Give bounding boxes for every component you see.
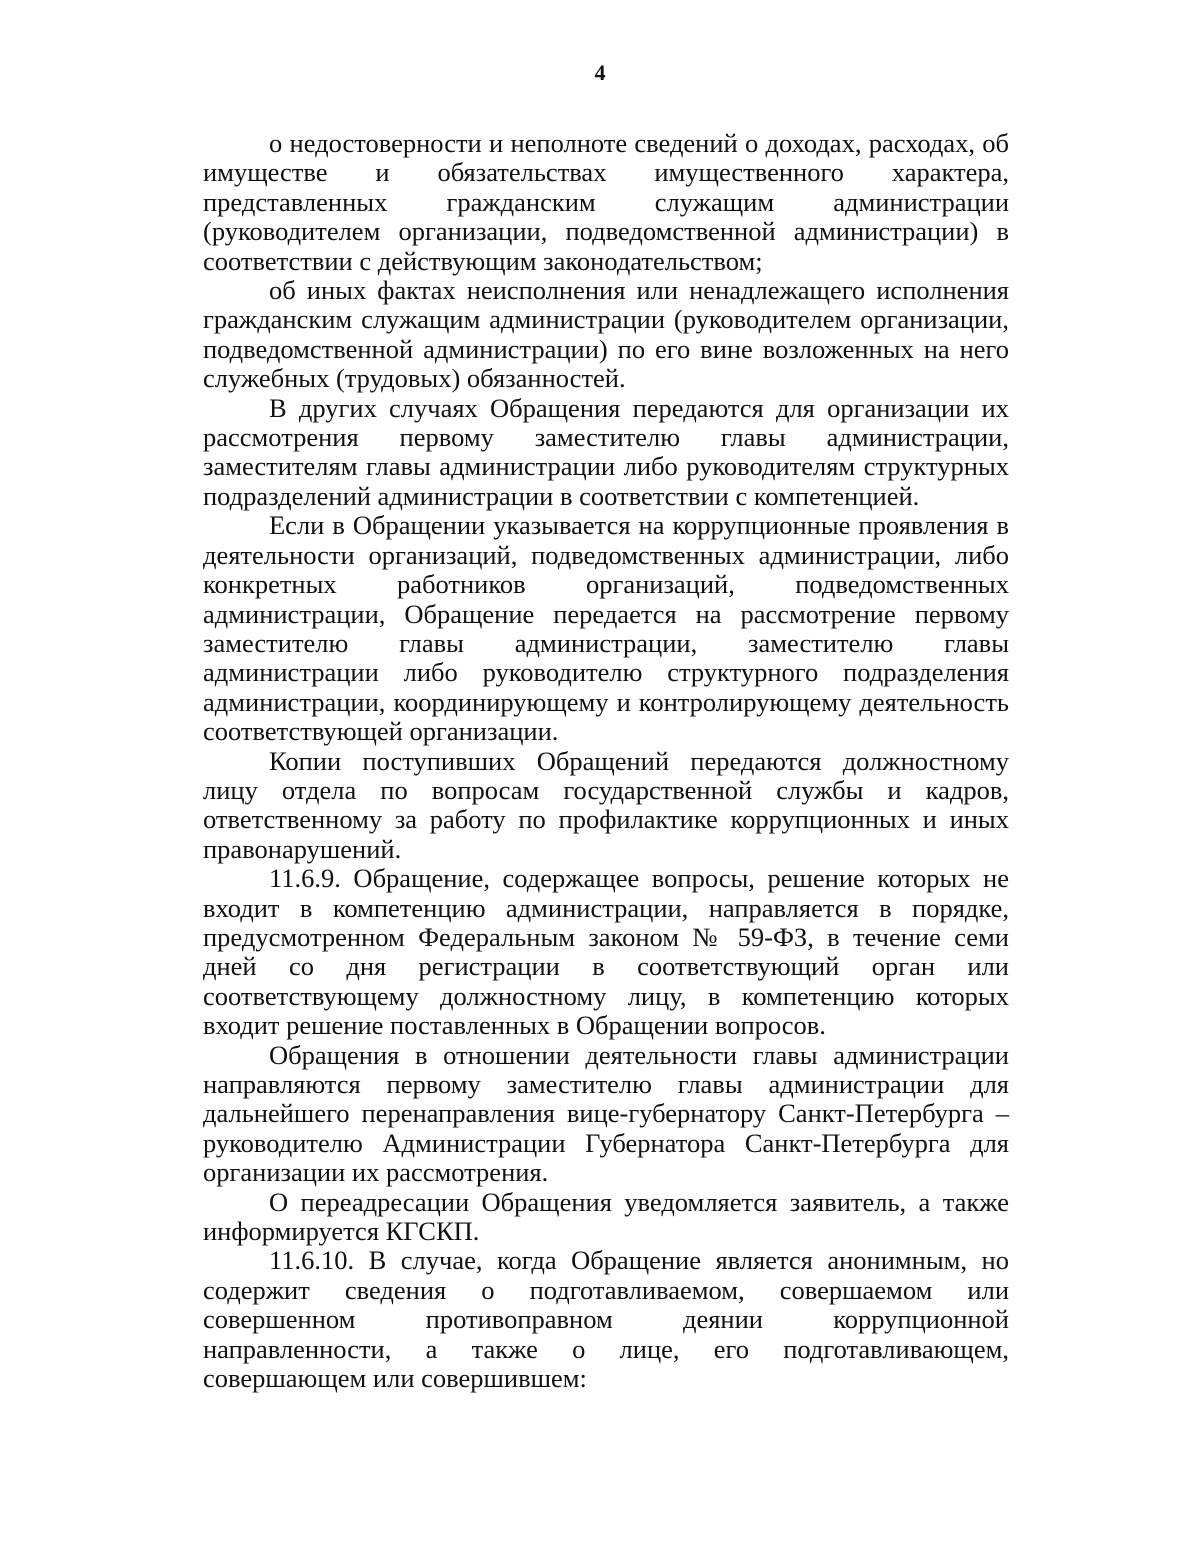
- paragraph-8: О переадресации Обращения уведомляется заявитель, а также информируется КГСКП.: [203, 1186, 1009, 1247]
- page-number: 4: [594, 60, 606, 85]
- document-body: [203, 129, 1009, 1393]
- paragraph-1: о недостоверности и неполноте сведений о доходах, расходах, об имуществе и обязательствах имущественного характера, представленных гражданским служащим администрации (руководителем организации, подведомственной администрации) в соответствии с действующим законодательством;: [203, 128, 1009, 276]
- paragraph-4: Если в Обращении указывается на коррупционные проявления в деятельности организаций, подведомственных администрации, либо конкретных работников организаций, подведомственных администрации, Обращение передается на рассмотрение первому заместителю главы администрации, заместителю главы администрации либо руководителю структурного подразделения администрации, координирующему и контролирующему деятельность соответствующей организации.: [203, 510, 1009, 747]
- paragraph-6: 11.6.9. Обращение, содержащее вопросы, решение которых не входит в компетенцию администрации, направляется в порядке, предусмотренном Федеральным законом № 59-ФЗ, в течение семи дней со дня регистрации в соответствующий орган или соответствующему должностному лицу, в компетенцию которых входит решение поставленных в Обращении вопросов.: [203, 863, 1009, 1041]
- paragraph-2: об иных фактах неисполнения или ненадлежащего исполнения гражданским служащим администрации (руководителем организации, подведомственной администрации) по его вине возложенных на него служебных (трудовых) обязанностей.: [203, 275, 1009, 394]
- paragraph-3: В других случаях Обращения передаются для организации их рассмотрения первому заместителю главы администрации, заместителям главы администрации либо руководителям структурных подразделений администрации в соответствии с компетенцией.: [203, 392, 1009, 511]
- paragraph-7: Обращения в отношении деятельности главы администрации направляются первому заместителю главы администрации для дальнейшего перенаправления вице-губернатору Санкт-Петербурга – руководителю Администрации Губернатора Санкт-Петербурга для организации их рассмотрения.: [203, 1039, 1009, 1188]
- paragraph-9: 11.6.10. В случае, когда Обращение является анонимным, но содержит сведения о подготавливаемом, совершаемом или совершенном противоправном деянии коррупционной направленности, а также о лице, его подготавливающем, совершающем или совершившем:: [203, 1245, 1009, 1394]
- paragraph-5: Копии поступивших Обращений передаются должностному лицу отдела по вопросам государственной службы и кадров, ответственному за работу по профилактике коррупционных и иных правонарушений.: [203, 745, 1009, 864]
